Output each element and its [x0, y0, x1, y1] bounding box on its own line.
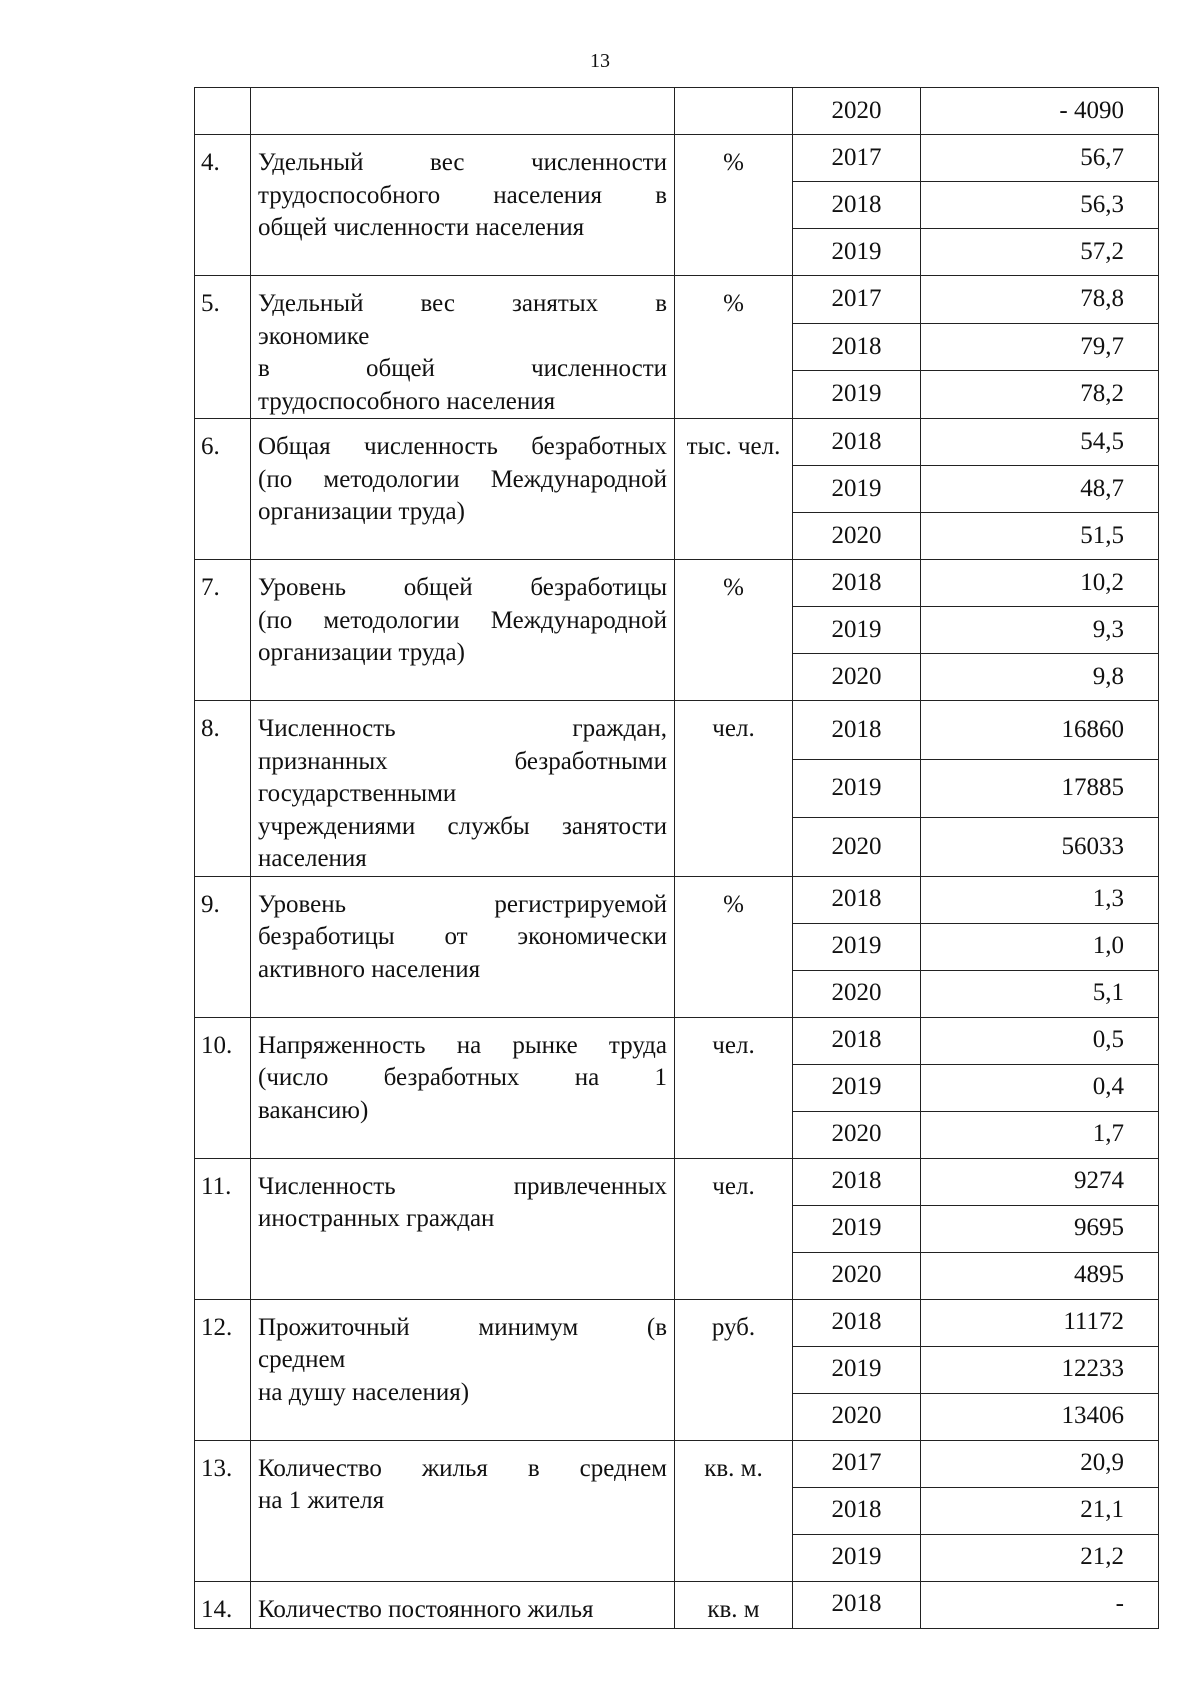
value-cell: 21,2 [921, 1534, 1159, 1581]
table-row [195, 135, 1159, 182]
value-cell: 21,1 [921, 1487, 1159, 1534]
table-row [195, 560, 1159, 607]
table-row [195, 1299, 1159, 1346]
year-cell: 2019 [793, 759, 921, 818]
table-row-continued [195, 88, 1159, 135]
year-cell: 2019 [793, 229, 921, 276]
year-cell: 2020 [793, 88, 921, 135]
indicator-name-line: вакансию) [258, 1096, 369, 1124]
indicator-name-line: среднем [258, 1346, 346, 1373]
year-cell: 2019 [793, 1534, 921, 1581]
year-cell: 2018 [793, 1158, 921, 1205]
row-number: 4. [195, 135, 251, 276]
year-cell: 2018 [793, 1487, 921, 1534]
table-row [195, 1581, 1159, 1628]
year-cell: 2020 [793, 654, 921, 701]
row-number: 10. [195, 1017, 251, 1158]
year-cell: 2017 [793, 1440, 921, 1487]
year-cell: 2020 [793, 513, 921, 560]
indicator-name [251, 701, 675, 877]
indicator-name-line: Напряженность на рынке труда [258, 1031, 667, 1059]
row-number: 13. [195, 1440, 251, 1581]
indicator-name-line: Численность граждан, [258, 715, 667, 742]
indicator-name-line: в общей численности [258, 355, 667, 382]
value-cell: 9,3 [921, 607, 1159, 654]
value-cell: 5,1 [921, 970, 1159, 1017]
year-cell: 2018 [793, 876, 921, 923]
value-cell: 13406 [921, 1393, 1159, 1440]
year-cell: 2019 [793, 1346, 921, 1393]
year-cell: 2018 [793, 1581, 921, 1628]
value-cell: 78,2 [921, 371, 1159, 419]
value-cell: - 4090 [921, 88, 1159, 135]
table-row [195, 1017, 1159, 1064]
unit-cell: чел. [675, 1017, 793, 1158]
indicators-table [194, 87, 1159, 1629]
indicator-name-line: трудоспособного населения [258, 387, 556, 415]
row-number: 7. [195, 560, 251, 701]
row-number: 9. [195, 876, 251, 1017]
unit-cell: % [675, 276, 793, 419]
table-row [195, 1158, 1159, 1205]
year-cell: 2019 [793, 1205, 921, 1252]
indicator-name-line: безработицы от экономически [258, 923, 667, 950]
year-cell: 2017 [793, 276, 921, 324]
year-cell: 2020 [793, 970, 921, 1017]
year-cell: 2019 [793, 466, 921, 513]
indicator-name-line: Уровень регистрируемой [258, 890, 667, 918]
indicator-name-line: Количество постоянного жилья [258, 1595, 594, 1623]
indicator-name [251, 135, 675, 276]
year-cell: 2018 [793, 701, 921, 760]
indicator-name-line: организации труда) [258, 639, 465, 666]
value-cell: 12233 [921, 1346, 1159, 1393]
unit-cell: % [675, 560, 793, 701]
indicator-name-line: активного населения [258, 955, 481, 983]
indicator-name [251, 1017, 675, 1158]
year-cell: 2018 [793, 1299, 921, 1346]
row-number: 14. [195, 1581, 251, 1628]
indicator-name-line: общей численности населения [258, 214, 585, 241]
table-row [195, 419, 1159, 466]
indicator-name [251, 1299, 675, 1440]
indicator-name-line: Численность привлеченных [258, 1172, 667, 1200]
value-cell: 1,0 [921, 923, 1159, 970]
unit-cell: тыс. чел. [675, 419, 793, 560]
indicator-name [251, 1581, 675, 1628]
indicator-name [251, 419, 675, 560]
value-cell: 0,5 [921, 1017, 1159, 1064]
value-cell: 56033 [921, 818, 1159, 877]
indicator-name-line: Прожиточный минимум (в [258, 1313, 667, 1341]
indicator-name-line: учреждениями службы занятости [258, 812, 667, 840]
year-cell: 2018 [793, 419, 921, 466]
unit-cell: кв. м [675, 1581, 793, 1628]
indicator-name-line: (число безработных на 1 [258, 1064, 667, 1091]
table-row [195, 1440, 1159, 1487]
year-cell: 2019 [793, 607, 921, 654]
unit-cell: руб. [675, 1299, 793, 1440]
value-cell: 54,5 [921, 419, 1159, 466]
value-cell: - [921, 1581, 1159, 1628]
indicator-name [251, 1440, 675, 1581]
indicator-name-line: на 1 жителя [258, 1487, 385, 1514]
unit-cell [675, 88, 793, 135]
value-cell: 9,8 [921, 654, 1159, 701]
value-cell: 57,2 [921, 229, 1159, 276]
year-cell: 2018 [793, 182, 921, 229]
indicator-name [251, 1158, 675, 1299]
indicator-name-line: трудоспособного населения в [258, 181, 667, 209]
indicator-name [251, 276, 675, 419]
year-cell: 2020 [793, 1111, 921, 1158]
value-cell: 1,3 [921, 876, 1159, 923]
year-cell: 2018 [793, 1017, 921, 1064]
value-cell: 0,4 [921, 1064, 1159, 1111]
table-row [195, 876, 1159, 923]
value-cell: 16860 [921, 701, 1159, 760]
value-cell: 4895 [921, 1252, 1159, 1299]
indicator-name-line: Уровень общей безработицы [258, 574, 667, 601]
value-cell: 56,7 [921, 135, 1159, 182]
indicator-name-line: Удельный вес занятых в [258, 290, 667, 317]
table-row [195, 701, 1159, 760]
value-cell: 56,3 [921, 182, 1159, 229]
indicator-name-line: организации труда) [258, 498, 465, 525]
year-cell: 2018 [793, 323, 921, 371]
row-number: 6. [195, 419, 251, 560]
year-cell: 2019 [793, 923, 921, 970]
value-cell: 78,8 [921, 276, 1159, 324]
value-cell: 11172 [921, 1299, 1159, 1346]
year-cell: 2020 [793, 1393, 921, 1440]
indicator-name-line: государственными [258, 780, 457, 807]
indicator-name-line: на душу населения) [258, 1378, 470, 1406]
unit-cell: кв. м. [675, 1440, 793, 1581]
year-cell: 2019 [793, 1064, 921, 1111]
value-cell: 79,7 [921, 323, 1159, 371]
unit-cell: % [675, 135, 793, 276]
num-cell [195, 88, 251, 135]
row-number: 12. [195, 1299, 251, 1440]
value-cell: 20,9 [921, 1440, 1159, 1487]
year-cell: 2017 [793, 135, 921, 182]
year-cell: 2019 [793, 371, 921, 419]
indicator-name-line: населения [258, 845, 367, 872]
value-cell: 9274 [921, 1158, 1159, 1205]
value-cell: 51,5 [921, 513, 1159, 560]
indicator-name [251, 560, 675, 701]
value-cell: 9695 [921, 1205, 1159, 1252]
table-body [195, 88, 1159, 1629]
row-number: 5. [195, 276, 251, 419]
indicator-name-line: (по методологии Международной [258, 606, 667, 634]
unit-cell: чел. [675, 1158, 793, 1299]
indicator-name-line: (по методологии Международной [258, 465, 667, 493]
table-row [195, 276, 1159, 324]
indicator-name-line: Общая численность безработных [258, 433, 667, 460]
row-number: 11. [195, 1158, 251, 1299]
unit-cell: чел. [675, 701, 793, 877]
value-cell: 48,7 [921, 466, 1159, 513]
row-number: 8. [195, 701, 251, 877]
indicator-name-line: Количество жилья в среднем [258, 1454, 667, 1482]
year-cell: 2020 [793, 1252, 921, 1299]
value-cell: 10,2 [921, 560, 1159, 607]
name-cell [251, 88, 675, 135]
indicator-name-line: иностранных граждан [258, 1205, 495, 1232]
indicator-name-line: экономике [258, 322, 370, 350]
year-cell: 2020 [793, 818, 921, 877]
value-cell: 1,7 [921, 1111, 1159, 1158]
unit-cell: % [675, 876, 793, 1017]
page-number: 13 [590, 50, 610, 72]
indicator-name-line: Удельный вес численности [258, 149, 667, 176]
indicator-name [251, 876, 675, 1017]
year-cell: 2018 [793, 560, 921, 607]
value-cell: 17885 [921, 759, 1159, 818]
indicator-name-line: признанных безработными [258, 747, 667, 775]
